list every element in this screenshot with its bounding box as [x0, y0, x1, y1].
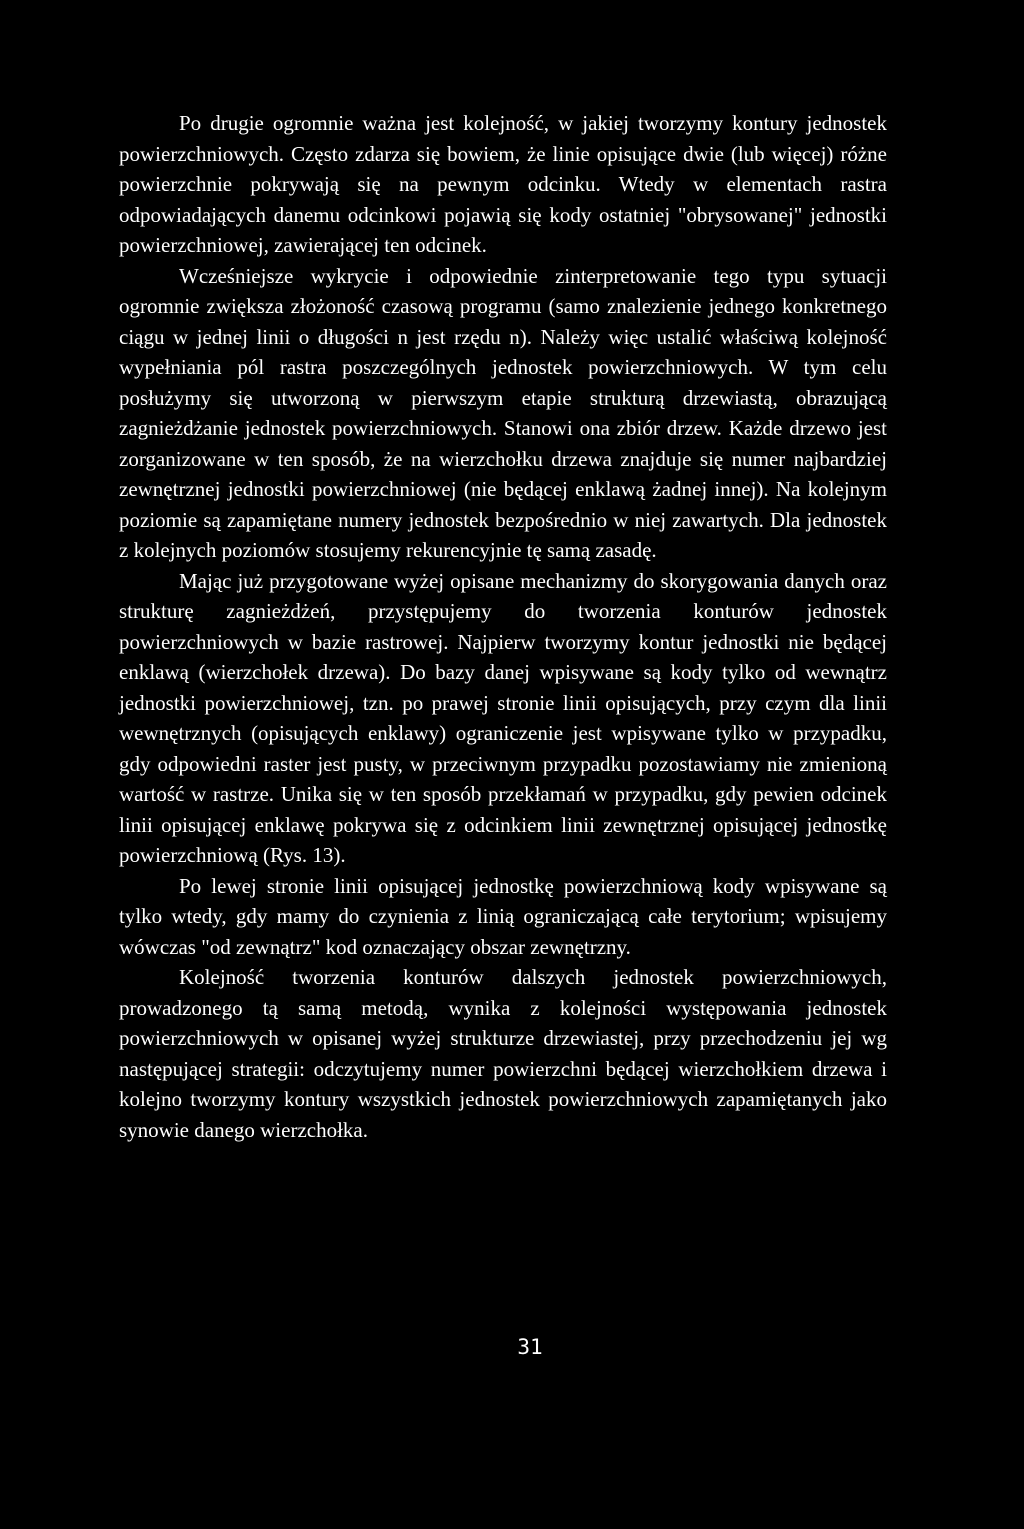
- paragraph-5: Kolejność tworzenia konturów dalszych jednostek powierzchniowych, prowadzonego tą samą metodą, wynika z kolejności występowania jednostek powierzchniowych w opisanej wyżej strukturze drzewiastej, przy przechodzeniu jej wg następującej strategii: odczytujemy numer powierzchni będącej wierzchołkiem drzewa i kolejno tworzymy kontury wszystkich jednostek powierzchniowych zapamiętanych jako synowie danego wierzchołka.: [119, 965, 887, 1142]
- paragraph-3: Mając już przygotowane wyżej opisane mechanizmy do skorygowania danych oraz strukturę zagnieżdżeń, przystępujemy do tworzenia konturów jednostek powierzchniowych w bazie rastrowej. Najpierw tworzymy kontur jednostki nie będącej enklawą (wierzchołek drzewa). Do bazy danej wpisywane są kody tylko od wewnątrz jednostki powierzchniowej, tzn. po prawej stronie linii opisujących, przy czym dla linii wewnętrznych (opisujących enklawy) ograniczenie jest wpisywane tylko w przypadku, gdy odpowiedni raster jest pusty, w przeciwnym przypadku pozostawiamy nie zmienioną wartość w rastrze. Unika się w ten sposób przekłamań w przypadku, gdy pewien odcinek linii opisującej enklawę pokrywa się z odcinkiem linii zewnętrznej opisującej jednostkę powierzchniową (Rys. 13).: [119, 568, 887, 867]
- paragraph-2: Wcześniejsze wykrycie i odpowiednie zinterpretowanie tego typu sytuacji ogromnie zwiększa złożoność czasową programu (samo znalezienie jednego konkretnego ciągu w jednej linii o długości n jest rzędu n). Należy więc ustalić właściwą kolejność wypełniania pól rastra poszczególnych jednostek powierzchniowych. W tym celu posłużymy się utworzoną w pierwszym etapie strukturą drzewiastą, obrazującą zagnieżdżanie jednostek powierzchniowych. Stanowi ona zbiór drzew. Każde drzewo jest zorganizowane w ten sposób, że na wierzchołku drzewa znajduje się numer najbardziej zewnętrznej jednostki powierzchniowej (nie będącej enklawą żadnej innej). Na kolejnym poziomie są zapamiętane numery jednostek bezpośrednio w niej zawartych. Dla jednostek z kolejnych poziomów stosujemy rekurencyjnie tę samą zasadę.: [119, 263, 887, 562]
- paragraph-4: Po lewej stronie linii opisującej jednostkę powierzchniową kody wpisywane są tylko wtedy, gdy mamy do czynienia z linią ograniczającą całe terytorium; wpisujemy wówczas "od zewnątrz" kod oznaczający obszar zewnętrzny.: [119, 873, 887, 959]
- page-number: 31: [517, 1335, 543, 1359]
- body-text: [119, 108, 887, 1145]
- paragraph-1: Po drugie ogromnie ważna jest kolejność, w jakiej tworzymy kontury jednostek powierzchniowych. Często zdarza się bowiem, że linie opisujące dwie (lub więcej) różne powierzchnie pokrywają się na pewnym odcinku. Wtedy w elementach rastra odpowiadających danemu odcinkowi pojawią się kody ostatniej "obrysowanej" jednostki powierzchniowej, zawierającej ten odcinek.: [119, 111, 887, 257]
